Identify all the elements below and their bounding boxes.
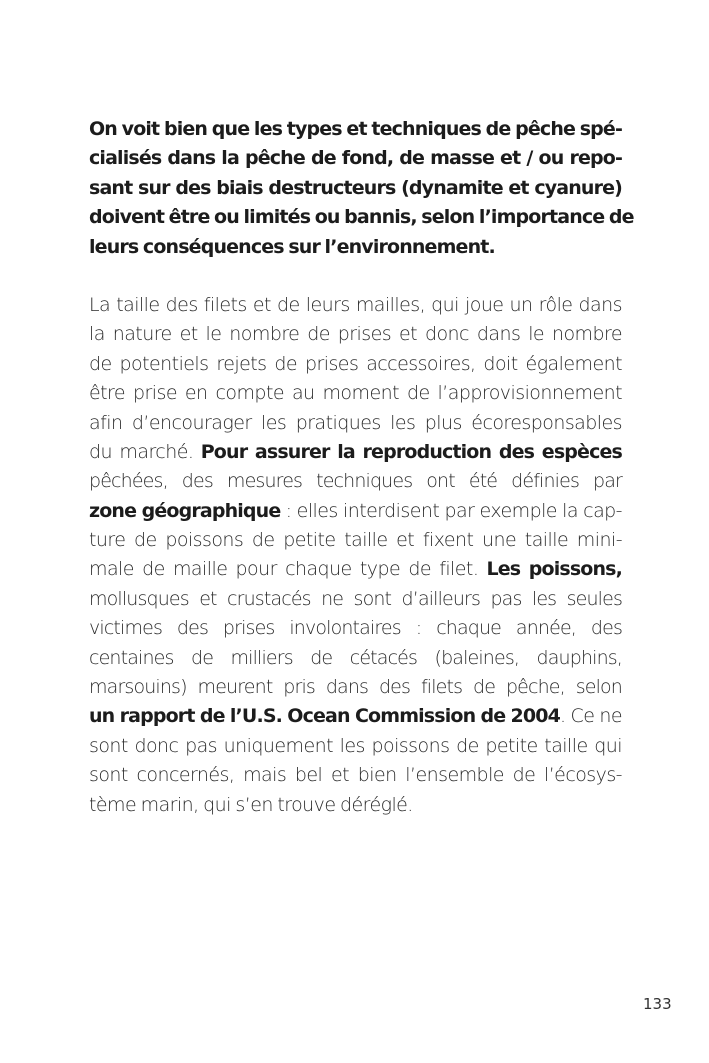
- text-line: [89, 438, 622, 467]
- text-line: [89, 497, 622, 526]
- text-regular: : elles interdisent par exemple la cap-: [280, 499, 622, 522]
- text-line: leurs conséquences sur l’environnement.: [89, 235, 495, 258]
- text-line: la nature et le nombre de prises et donc dans le nombre: [89, 323, 622, 346]
- text-line: La taille des filets et de leurs mailles, qui joue un rôle dans: [89, 293, 622, 316]
- text-emphasis: Pour assurer la reproduction des espèces: [200, 440, 622, 463]
- page-body: [89, 115, 634, 820]
- text-line: [89, 555, 622, 584]
- text-emphasis: Les poissons,: [486, 558, 622, 581]
- text-line: afin d’encourager les pratiques les plus écoresponsables: [89, 411, 622, 434]
- text-line: ture de poissons de petite taille et fixent une taille mini-: [89, 529, 622, 552]
- text-line: mollusques et crustacés ne sont d’ailleurs pas les seules: [89, 587, 622, 610]
- text-line: marsouins) meurent pris dans des filets de pêche, selon: [89, 676, 622, 699]
- paragraph-body: [89, 291, 622, 820]
- text-line: doivent être ou limités ou bannis, selon l’importance de: [89, 206, 634, 229]
- text-line: [89, 702, 622, 731]
- paragraph-bold-intro: [89, 115, 634, 262]
- text-regular: . Ce ne: [560, 705, 622, 728]
- text-line: tème marin, qui s’en trouve déréglé.: [89, 793, 413, 816]
- page-number: 133: [643, 995, 672, 1013]
- text-line: sont donc pas uniquement les poissons de petite taille qui: [89, 734, 622, 757]
- text-line: On voit bien que les types et techniques de pêche spé-: [89, 118, 622, 140]
- text-line: victimes des prises involontaires : chaque année, des: [89, 617, 622, 640]
- text-line: pêchées, des mesures techniques ont été définies par: [89, 470, 622, 493]
- text-line: sant sur des biais destructeurs (dynamite et cyanure): [89, 176, 622, 199]
- text-line: de potentiels rejets de prises accessoires, doit également: [89, 352, 622, 375]
- text-regular: du marché.: [89, 440, 201, 463]
- text-emphasis: un rapport de l’U.S. Ocean Commission de 2004: [89, 705, 561, 728]
- text-regular: male de maille pour chaque type de filet.: [89, 558, 487, 581]
- text-emphasis: zone géographique: [89, 499, 281, 522]
- text-line: être prise en compte au moment de l’approvisionnement: [89, 382, 622, 405]
- text-line: cialisés dans la pêche de fond, de masse et / ou repo-: [89, 147, 622, 170]
- text-line: centaines de milliers de cétacés (baleines, dauphins,: [89, 646, 622, 669]
- text-line: sont concernés, mais bel et bien l’ensemble de l’écosys-: [89, 764, 622, 787]
